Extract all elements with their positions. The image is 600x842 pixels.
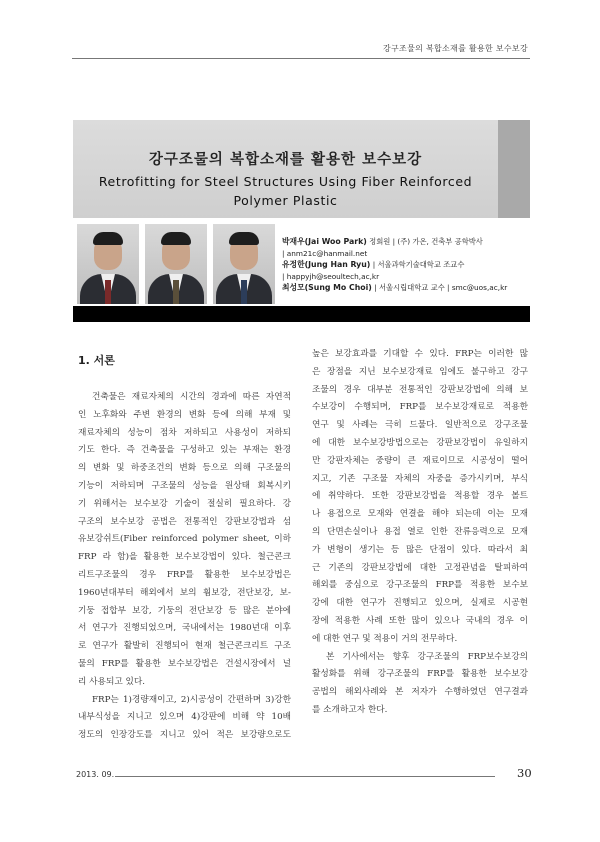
body-line: 를 소개하고자 한다. — [312, 704, 388, 715]
body-line: 의 단면손실이나 용접 열로 인한 잔류응력으로 모재 — [312, 526, 528, 537]
body-line: 연구 및 사례는 극히 드물다. 일반적으로 강구조물 — [312, 420, 528, 431]
author-1-line — [282, 236, 532, 248]
author-2-name: 유정한(Jung Han Ryu) — [282, 260, 371, 270]
body-line: 물의 FRP를 활용한 보수보강법은 건설시장에서 널 — [78, 658, 291, 669]
body-line: 서 연구가 진행되었으며, 국내에서는 1980년대 이후 — [78, 623, 291, 634]
author-band-bar — [73, 306, 530, 322]
body-line: 기능이 저하되며 구조물의 성능을 원상태 회복시키 — [78, 480, 291, 491]
body-line: 정도의 인장강도를 지니고 있어 적은 보강량으로도 — [78, 730, 291, 741]
body-line: 기도 한다. 즉 건축물을 구성하고 있는 부재는 환경 — [78, 445, 291, 456]
body-line: 리트구조물의 경우 FRP를 활용한 보수보강법은 — [78, 569, 291, 580]
author-info — [282, 236, 532, 294]
title-box-tab — [498, 120, 530, 218]
article-title-korean: 강구조물의 복합소재를 활용한 보수보강 — [148, 152, 423, 168]
author-photo-2 — [145, 224, 207, 304]
body-line: 에 대한 보수보강방법으로는 강판보강법이 유일하지 — [312, 437, 528, 448]
body-line: 공법의 해외사례와 본 저자가 수행하였던 연구결과 — [312, 687, 528, 698]
body-line: 은 장점을 지닌 보수보강재료 임에도 불구하고 강구 — [312, 366, 528, 377]
body-line: 본 기사에서는 향후 강구조물의 FRP보수보강의 — [326, 651, 528, 662]
author-1-name: 박재우(Jai Woo Park) — [282, 237, 367, 246]
body-line: 지고, 기존 구조물 자체의 자중을 증가시키며, 부식 — [312, 473, 528, 484]
author-2-email: | happyjh@seoultech,ac,kr — [282, 271, 380, 281]
body-line: 기 위해서는 보수보강 기술이 절실히 필요하다. 강 — [78, 498, 291, 509]
author-2-role: | 서울과학기술대학교 조교수 — [372, 260, 465, 270]
body-line: 조물의 경우 대부분 전통적인 강판보강법에 의해 보 — [312, 384, 528, 395]
body-line: 가 변형이 생기는 등 많은 단점이 있다. 따라서 최 — [312, 544, 528, 555]
body-line: 에 취약하다. 또한 강판보강법을 적용할 경우 볼트 — [312, 491, 528, 502]
body-line: 유보강쉬트(Fiber reinforced polymer sheet, 이하 — [78, 534, 291, 545]
author-1-role: 정회원 | (주) 가온, 건축부 공학박사 — [369, 237, 483, 246]
body-line: FRP는 1)경량재이고, 2)시공성이 간편하며 3)강한 — [92, 694, 291, 705]
body-line: 의 변화 및 하중조건의 변화 등으로 의해 구조물의 — [78, 463, 291, 474]
body-line: 활성화를 위해 강구조물의 FRP를 활용한 보수보강 — [312, 669, 528, 680]
body-line: 만 강판자체는 중량이 큰 재료이므로 시공성이 떨어 — [312, 455, 528, 466]
author-1-email: | anm21c@hanmail.net — [282, 248, 368, 258]
body-line: 나 용접으로 모재와 연결을 해야 되는데 이는 모재 — [312, 509, 528, 520]
page-number: 30 — [517, 766, 532, 780]
body-line: 로 연구가 활발히 진행되어 현재 철근콘크리트 구조 — [78, 641, 291, 652]
section-heading: 1. 서론 — [78, 354, 115, 367]
body-line: 에 대한 연구 및 적용이 거의 전무하다. — [312, 633, 458, 644]
body-line: FRP 라 함)을 활용한 보수보강법이 있다. 철근콘크 — [78, 552, 291, 563]
body-line: 장에 적용한 사례 또한 많이 있으나 국내의 경우 이 — [312, 615, 528, 626]
author-3-name: 최성모(Sung Mo Choi) — [282, 283, 372, 293]
running-header: 강구조물의 복합소재를 활용한 보수보강 — [382, 44, 528, 53]
header-rule — [72, 58, 530, 59]
author-2-line — [282, 259, 532, 271]
body-line: 인 노후화와 주변 환경의 변화 등에 의해 부재 및 — [78, 409, 291, 420]
body-line: 해외를 중심으로 강구조물의 FRP를 적용한 보수보 — [312, 580, 528, 591]
right-column — [312, 346, 528, 720]
body-line: 높은 보강효과를 기대할 수 있다. FRP는 이러한 많 — [312, 349, 528, 359]
body-line: 근 기존의 강판보강법에 대한 고정관념을 탈피하여 — [312, 562, 528, 573]
footer-date: 2013. 09. — [76, 770, 115, 779]
article-title-english-line1: Retrofitting for Steel Structures Using Fiber Reinforced — [98, 174, 473, 189]
body-line: 건축물은 재료자체의 시간의 경과에 따른 자연적 — [92, 392, 291, 402]
authors-band — [73, 218, 530, 306]
author-3-line — [282, 282, 532, 294]
title-box — [73, 120, 530, 218]
body-line: 내부식성을 지니고 있으며 4)강판에 비해 약 10배 — [78, 712, 291, 723]
body-line: 구조의 보수보강 공법은 전통적인 강판보강법과 섬 — [78, 516, 291, 527]
article-title-english — [73, 172, 498, 210]
body-line: 1960년대부터 해외에서 보의 휨보강, 전단보강, 보- — [78, 587, 291, 598]
footer-rule — [115, 776, 495, 777]
article-title-english-line2: Polymer Plastic — [233, 193, 338, 208]
body-line: 기둥 접합부 보강, 기둥의 전단보강 등 많은 분야에 — [78, 605, 291, 616]
body-line: 리 사용되고 있다. — [78, 676, 146, 687]
author-3-role: | 서울시립대학교 교수 | smc@uos,ac,kr — [374, 283, 508, 293]
body-line: 재료자체의 성능이 점차 저하되고 사용성이 저하되 — [78, 427, 291, 438]
author-photo-3 — [213, 224, 275, 304]
body-line: 수보강이 수행되며, FRP를 보수보강재료로 적용한 — [312, 402, 528, 413]
author-photo-1 — [77, 224, 139, 304]
body-line: 강에 대한 연구가 진행되고 있으며, 실제로 시공현 — [312, 598, 528, 609]
left-column — [78, 389, 291, 745]
